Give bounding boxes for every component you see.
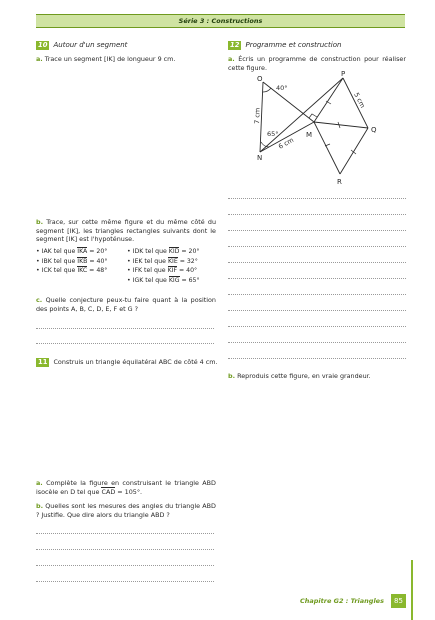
condition-value: = 48°	[87, 267, 108, 274]
condition-item	[36, 266, 126, 276]
construction-figure	[248, 70, 388, 188]
answer-line	[228, 310, 406, 311]
bullet: •	[127, 267, 133, 274]
right-angle-mark	[309, 114, 317, 118]
angle-notation: IKA	[77, 248, 88, 255]
condition-prefix: IBK tel que	[41, 257, 78, 265]
angle-notation: CAD	[101, 487, 116, 496]
bullet: •	[36, 248, 42, 255]
answer-line	[228, 198, 406, 199]
length-label-NM: 6 cm	[277, 135, 296, 151]
point-label: N	[257, 154, 263, 162]
answer-line	[36, 581, 214, 582]
exercise-12-title: 12 Programme et construction	[230, 40, 342, 49]
answer-line	[36, 328, 214, 329]
condition-item	[36, 247, 126, 257]
point-label: M	[306, 131, 313, 139]
condition-value: = 20°	[87, 248, 108, 255]
page-side-bar	[411, 560, 413, 620]
length-label-PQ: 5 cm	[352, 91, 367, 110]
series-header: Série 3 : Constructions	[36, 14, 405, 28]
point-label: R	[337, 178, 342, 186]
condition-value: = 20°	[179, 248, 200, 255]
exercise-number-badge: 10	[38, 40, 48, 49]
angle-notation: KIF	[167, 267, 178, 274]
angle-label-O: 40°	[276, 84, 288, 92]
answer-line	[36, 343, 214, 344]
answer-line	[228, 342, 406, 343]
answer-line	[36, 549, 214, 550]
condition-prefix: IFK tel que	[132, 267, 168, 274]
condition-item	[127, 266, 222, 276]
segment-QR	[340, 128, 368, 174]
condition-prefix: IEK tel que	[132, 257, 168, 265]
angle-label-N: 65°	[267, 130, 279, 138]
angle-notation: KIE	[167, 257, 178, 265]
answer-line	[36, 565, 214, 566]
answer-line	[228, 214, 406, 215]
condition-item	[36, 257, 126, 267]
exercise-11-part-a: a. Complète la figure en construisant le triangle ABD isocèle en D tel que CAD = 105°.	[36, 479, 216, 496]
condition-item	[127, 247, 222, 257]
chapter-footer: Chapitre G2 : Triangles	[300, 597, 384, 605]
point-label: P	[341, 70, 346, 78]
answer-line	[228, 230, 406, 231]
exercise-10-part-b: b. Trace, sur cette même figure et du même côté du segment [IK], les triangles rectangles suivants dont le segment [IK] est l'hypoténuse.	[36, 218, 216, 244]
exercise-number-badge: 11	[38, 357, 48, 366]
exercise-10-part-c: c. Quelle conjecture peux-tu faire quant à la position des points A, B, C, D, E, F et G ?	[36, 296, 216, 313]
bullet: •	[36, 267, 42, 274]
answer-line	[228, 358, 406, 359]
point-label: O	[257, 75, 263, 83]
condition-item	[127, 276, 222, 286]
condition-prefix: IAK tel que	[41, 248, 78, 255]
exercise-number-badge: 12	[230, 40, 240, 49]
answer-line	[36, 533, 214, 534]
exercise-10-title: 10 Autour d'un segment	[38, 40, 128, 49]
condition-value: = 32°	[177, 257, 198, 265]
condition-prefix: IGK tel que	[132, 276, 169, 284]
condition-prefix: IDK tel que	[132, 248, 169, 255]
exercise-12	[228, 40, 406, 72]
angle-notation: KID	[168, 248, 180, 255]
bullet: •	[36, 257, 42, 265]
exercise-10	[36, 40, 216, 64]
bullet: •	[127, 276, 133, 284]
answer-line	[228, 278, 406, 279]
point-label: Q	[371, 126, 377, 134]
condition-item	[127, 257, 222, 267]
answer-line	[228, 326, 406, 327]
bullet: •	[127, 257, 133, 265]
exercise-12-part-a: a. Écris un programme de construction pour réaliser cette figure.	[228, 55, 406, 72]
angle-notation: IKC	[77, 267, 88, 274]
exercise-11-part-b: b. Quelles sont les mesures des angles du triangle ABD ? Justifie. Que dire alors du triangle ABD ?	[36, 502, 216, 519]
exercise-11-title: 11 Construis un triangle équilatéral ABC de côté 4 cm.	[38, 357, 218, 366]
segment-MQ	[314, 122, 368, 128]
bullet: •	[127, 248, 133, 255]
exercise-12-part-b: b. Reproduis cette figure, en vraie grandeur.	[228, 372, 371, 380]
angle-notation: KIG	[168, 276, 180, 284]
page-number: 85	[391, 594, 406, 608]
conditions-left-list	[36, 247, 126, 276]
answer-line	[228, 294, 406, 295]
exercise-10-part-a: a. Trace un segment [IK] de longueur 9 cm.	[36, 55, 176, 63]
angle-notation: IKB	[77, 257, 88, 265]
condition-value: = 65°	[179, 276, 200, 284]
segment-MR	[314, 122, 340, 174]
condition-value: = 40°	[177, 267, 198, 274]
answer-line	[228, 246, 406, 247]
condition-value: = 40°	[87, 257, 108, 265]
length-label-ON: 7 cm	[253, 107, 262, 125]
condition-prefix: ICK tel que	[41, 267, 78, 274]
answer-line	[228, 262, 406, 263]
conditions-right-list	[127, 247, 222, 285]
